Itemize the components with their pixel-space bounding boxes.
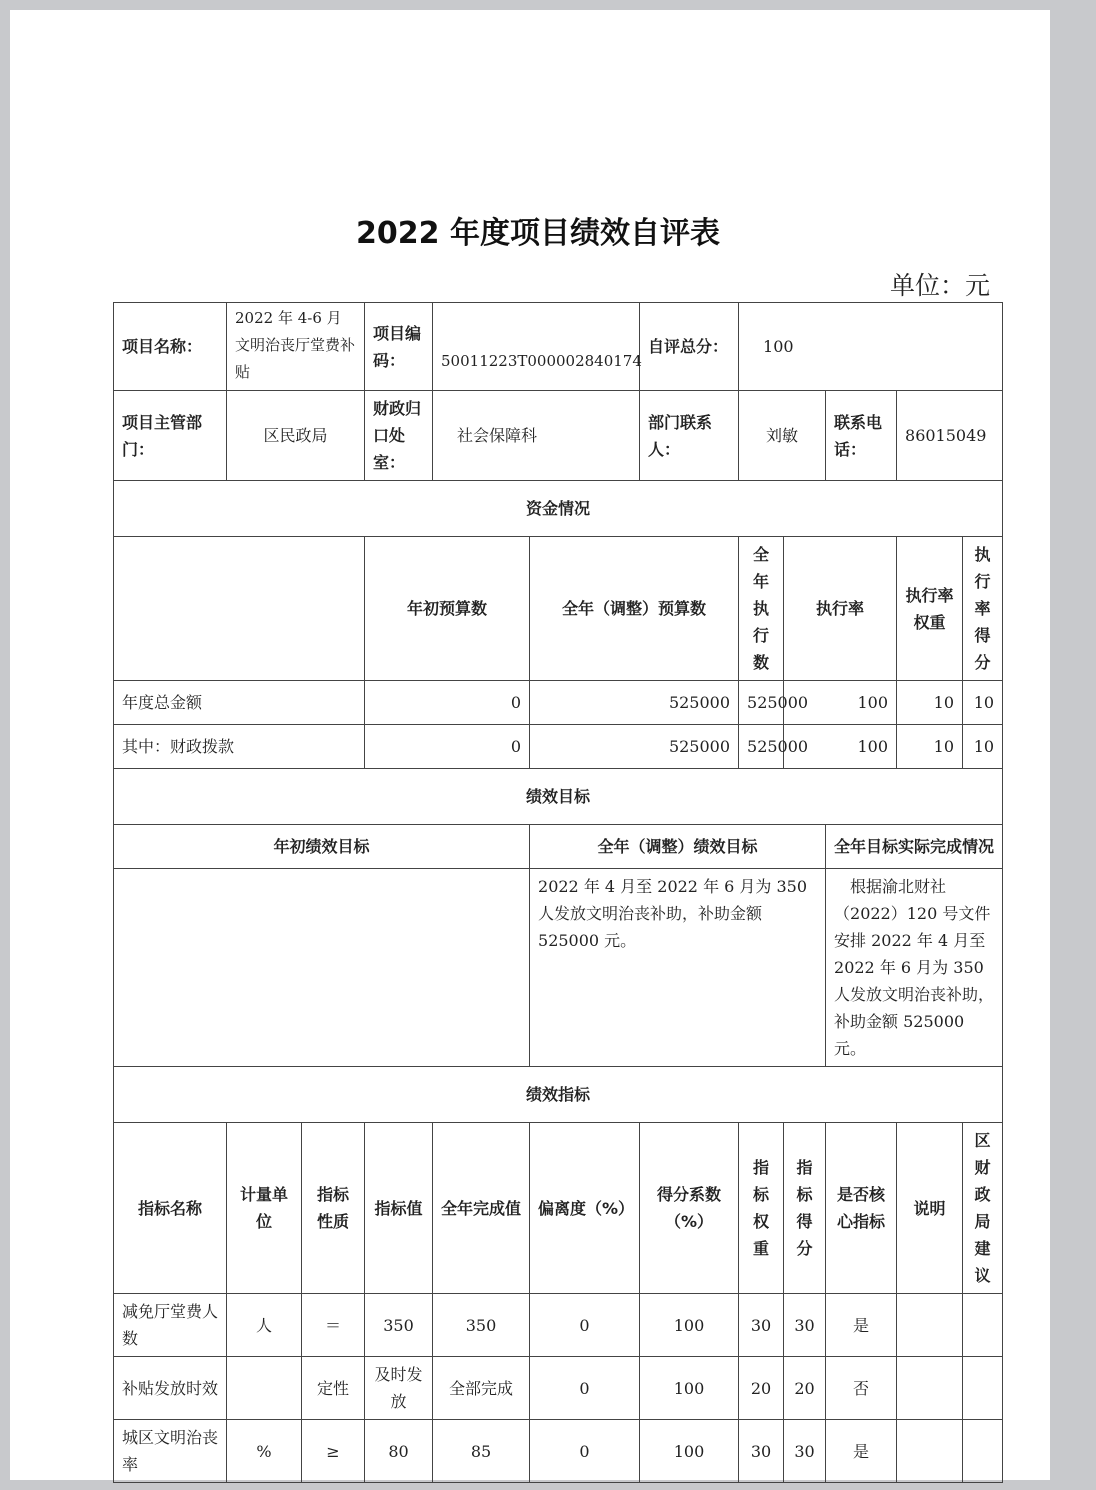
- funds-cell: 525000: [739, 725, 784, 769]
- indicator-cell: 0: [530, 1420, 640, 1483]
- indicator-cell: [227, 1357, 302, 1420]
- indicator-cell: 补贴发放时效: [114, 1357, 227, 1420]
- funds-cell: 其中：财政拨款: [114, 725, 365, 769]
- score-value: 100: [739, 303, 1003, 391]
- performance-evaluation-table: [113, 302, 1003, 1483]
- funds-cell: 0: [365, 725, 530, 769]
- funds-row: [114, 681, 1003, 725]
- indicator-cell: 100: [640, 1357, 739, 1420]
- funds-row: [114, 725, 1003, 769]
- indicator-cell: 30: [784, 1420, 826, 1483]
- indicator-header-cell: 计量单位: [227, 1123, 302, 1294]
- initial-goal-cell: [114, 869, 530, 1067]
- dept-label: 项目主管部门：: [114, 391, 227, 481]
- indicator-cell: 定性: [302, 1357, 365, 1420]
- funds-cell: 年度总金额: [114, 681, 365, 725]
- project-code-label: 项目编码：: [365, 303, 433, 391]
- document-page: [10, 10, 1050, 1480]
- indicator-cell: 100: [640, 1420, 739, 1483]
- funds-header-row: [114, 537, 1003, 681]
- indicator-cell: 80: [365, 1420, 433, 1483]
- indicator-header-cell: 得分系数（%）: [640, 1123, 739, 1294]
- actual-completion-cell: 根据渝北财社（2022）120 号文件安排 2022 年 4 月至 2022 年 6 月为 350 人发放文明治丧补助，补助金额 525000 元。: [826, 869, 1003, 1067]
- indicator-cell: 是: [826, 1294, 897, 1357]
- adjusted-goal-cell: 2022 年 4 月至 2022 年 6 月为 350 人发放文明治丧补助，补助金额 525000 元。: [530, 869, 826, 1067]
- indicator-cell: 30: [739, 1294, 784, 1357]
- funds-header-cell: 全年（调整）预算数: [530, 537, 739, 681]
- score-label: 自评总分：: [640, 303, 739, 391]
- project-name-label: 项目名称：: [114, 303, 227, 391]
- indicator-row: [114, 1357, 1003, 1420]
- indicator-cell: 及时发放: [365, 1357, 433, 1420]
- indicator-cell: 否: [826, 1357, 897, 1420]
- funds-header-cell: 执行率权重: [897, 537, 963, 681]
- indicator-cell: 350: [365, 1294, 433, 1357]
- indicator-cell: %: [227, 1420, 302, 1483]
- indicator-cell: 85: [433, 1420, 530, 1483]
- indicators-section-row: [114, 1067, 1003, 1123]
- indicator-cell: [897, 1357, 963, 1420]
- indicator-cell: 全部完成: [433, 1357, 530, 1420]
- funds-cell: 525000: [530, 725, 739, 769]
- contact-label: 部门联系人：: [640, 391, 739, 481]
- goals-header-cell: 全年（调整）绩效目标: [530, 825, 826, 869]
- funds-section-row: [114, 481, 1003, 537]
- indicator-cell: [897, 1294, 963, 1357]
- funds-header-cell: 全年执行数: [739, 537, 784, 681]
- indicator-row: [114, 1420, 1003, 1483]
- indicator-cell: ≥: [302, 1420, 365, 1483]
- indicators-section-title: 绩效指标: [114, 1067, 1003, 1123]
- funds-header-cell: 执行率得分: [963, 537, 1003, 681]
- project-info-row-1: [114, 303, 1003, 391]
- indicator-header-cell: 区财政局建议: [963, 1123, 1003, 1294]
- funds-cell: 10: [897, 681, 963, 725]
- office-label: 财政归口处室：: [365, 391, 433, 481]
- goals-content-row: [114, 869, 1003, 1067]
- indicator-header-cell: 是否核心指标: [826, 1123, 897, 1294]
- indicator-cell: 20: [784, 1357, 826, 1420]
- goals-header-row: [114, 825, 1003, 869]
- indicator-cell: 30: [739, 1420, 784, 1483]
- funds-section-title: 资金情况: [114, 481, 1003, 537]
- indicator-cell: 0: [530, 1357, 640, 1420]
- goals-header-cell: 全年目标实际完成情况: [826, 825, 1003, 869]
- funds-header-cell: [114, 537, 365, 681]
- indicator-cell: 350: [433, 1294, 530, 1357]
- indicator-header-cell: 全年完成值: [433, 1123, 530, 1294]
- unit-label: 单位：元: [889, 271, 990, 300]
- project-info-row-2: [114, 391, 1003, 481]
- indicator-cell: 人: [227, 1294, 302, 1357]
- project-code-value: 50011223T000002840174: [433, 303, 640, 391]
- phone-label: 联系电话：: [826, 391, 897, 481]
- indicator-cell: 0: [530, 1294, 640, 1357]
- funds-cell: 525000: [530, 681, 739, 725]
- funds-cell: 10: [963, 681, 1003, 725]
- contact-value: 刘敏: [739, 391, 826, 481]
- indicator-cell: [897, 1420, 963, 1483]
- funds-header-cell: 执行率: [784, 537, 897, 681]
- dept-value: 区民政局: [227, 391, 365, 481]
- indicator-header-cell: 指标得分: [784, 1123, 826, 1294]
- goals-section-row: [114, 769, 1003, 825]
- indicator-header-cell: 指标值: [365, 1123, 433, 1294]
- indicator-cell: 减免厅堂费人数: [114, 1294, 227, 1357]
- project-name-value: 2022 年 4-6 月文明治丧厅堂费补贴: [227, 303, 365, 391]
- indicator-header-cell: 指标权重: [739, 1123, 784, 1294]
- indicator-header-cell: 指标名称: [114, 1123, 227, 1294]
- indicator-cell: 城区文明治丧率: [114, 1420, 227, 1483]
- funds-cell: 10: [897, 725, 963, 769]
- indicator-cell: ＝: [302, 1294, 365, 1357]
- phone-value: 86015049: [897, 391, 1003, 481]
- funds-cell: 100: [784, 725, 897, 769]
- indicator-row: [114, 1294, 1003, 1357]
- indicator-header-cell: 说明: [897, 1123, 963, 1294]
- indicator-cell: 是: [826, 1420, 897, 1483]
- office-value: 社会保障科: [433, 391, 640, 481]
- funds-header-cell: 年初预算数: [365, 537, 530, 681]
- funds-cell: 100: [784, 681, 897, 725]
- indicator-cell: 20: [739, 1357, 784, 1420]
- indicator-cell: [963, 1294, 1003, 1357]
- document-title: 2022 年度项目绩效自评表: [356, 216, 720, 251]
- indicator-header-cell: 指标性质: [302, 1123, 365, 1294]
- funds-cell: 0: [365, 681, 530, 725]
- indicator-cell: 100: [640, 1294, 739, 1357]
- indicator-header-cell: 偏离度（%）: [530, 1123, 640, 1294]
- funds-cell: 525000: [739, 681, 784, 725]
- indicator-cell: [963, 1357, 1003, 1420]
- indicator-cell: [963, 1420, 1003, 1483]
- goals-section-title: 绩效目标: [114, 769, 1003, 825]
- funds-cell: 10: [963, 725, 1003, 769]
- indicators-header-row: [114, 1123, 1003, 1294]
- goals-header-cell: 年初绩效目标: [114, 825, 530, 869]
- indicator-cell: 30: [784, 1294, 826, 1357]
